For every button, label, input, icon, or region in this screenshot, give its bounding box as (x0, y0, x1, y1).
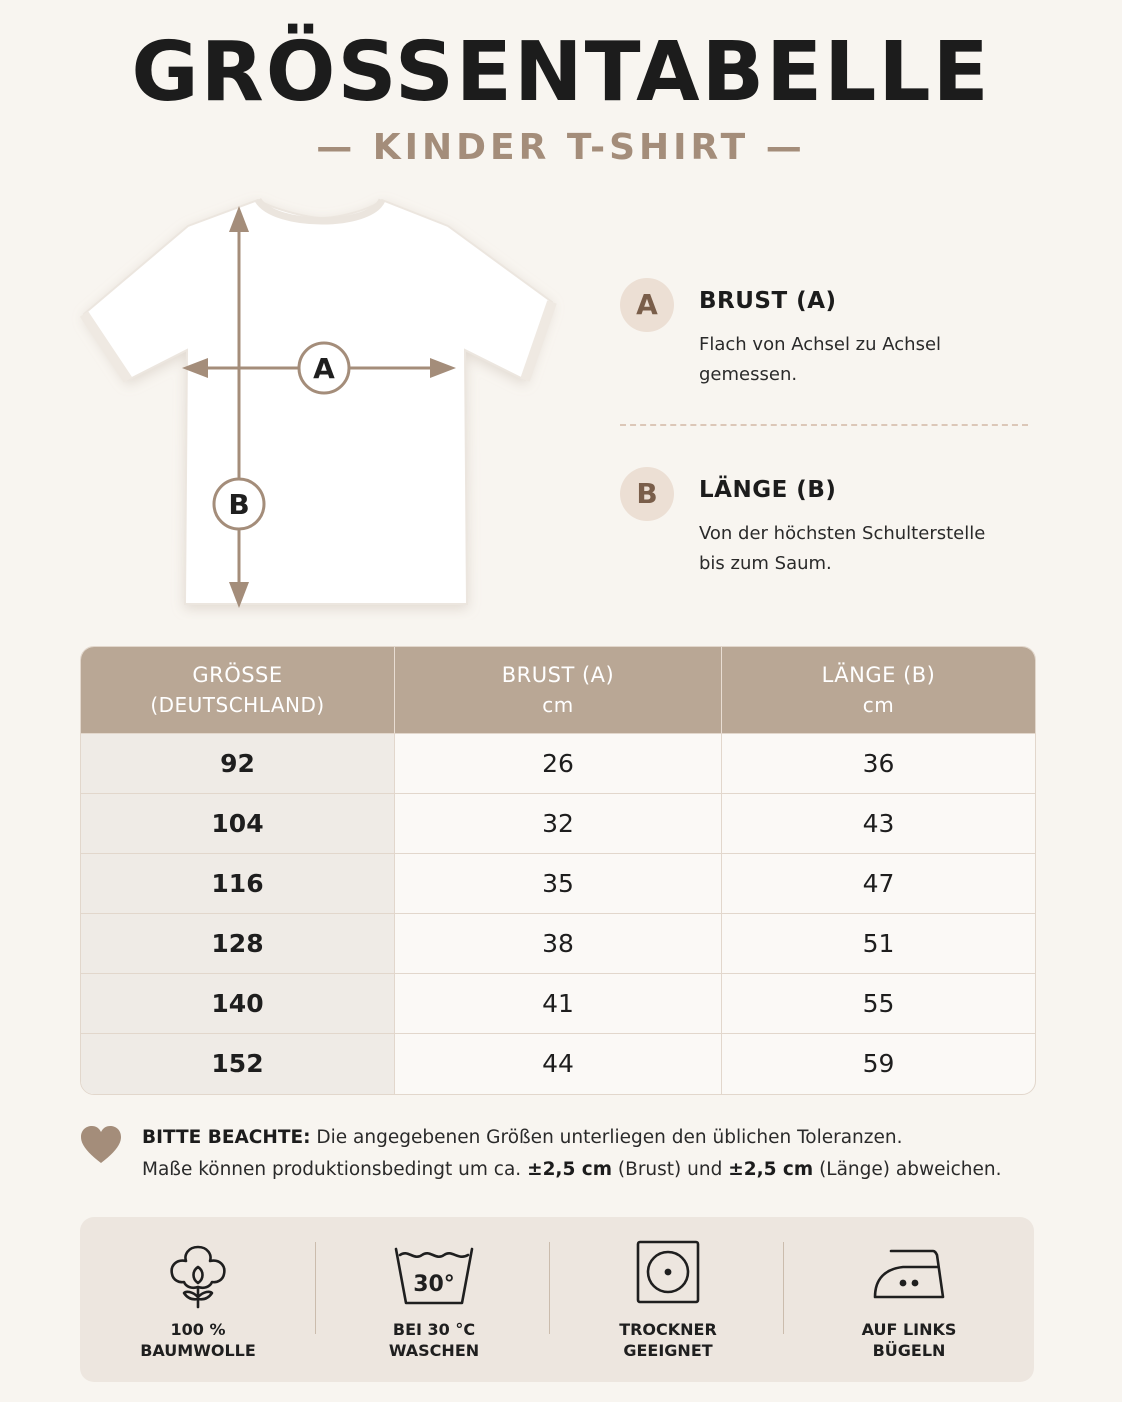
header-laenge (722, 647, 1035, 733)
care-label-line: BEI 30 °C (392, 1320, 476, 1339)
legend-brust-desc (699, 330, 1029, 390)
note-label: BITTE BEACHTE: (142, 1127, 311, 1148)
cell-laenge: 43 (862, 809, 895, 838)
care-iron-label (784, 1319, 1034, 1361)
size-table (80, 646, 1036, 1095)
care-label-line: GEEIGNET (623, 1341, 713, 1360)
cell-laenge: 36 (862, 749, 895, 778)
note-line-2 (142, 1159, 1002, 1180)
cell-brust: 44 (542, 1049, 574, 1078)
care-wash (316, 1217, 552, 1382)
dryer-icon (635, 1239, 701, 1305)
note-line-1 (142, 1127, 902, 1148)
wash-temp: 30° (413, 1272, 455, 1297)
care-panel (80, 1217, 1034, 1382)
tolerance-brust: ±2,5 cm (527, 1159, 613, 1180)
care-label-line: TROCKNER (619, 1320, 717, 1339)
care-cotton-label (80, 1319, 316, 1361)
cell-size: 104 (81, 794, 394, 854)
iron-icon (871, 1239, 947, 1305)
header-brust-unit: cm (542, 693, 574, 717)
header-groesse-line2: (DEUTSCHLAND) (150, 693, 325, 717)
cell-laenge: 47 (862, 869, 895, 898)
legend-divider (620, 424, 1028, 426)
marker-a: A (313, 352, 335, 385)
wash-30-icon (392, 1239, 476, 1309)
care-wash-label (316, 1319, 552, 1361)
tshirt-shape (84, 200, 552, 604)
table-header (81, 647, 1035, 733)
table-row (81, 1033, 1035, 1094)
care-cotton (80, 1217, 316, 1382)
header-brust-line1: BRUST (A) (501, 663, 615, 687)
cell-brust: 35 (542, 869, 574, 898)
heart-icon (80, 1125, 122, 1165)
cell-brust: 32 (542, 809, 574, 838)
marker-b: B (228, 488, 250, 521)
cotton-icon (162, 1239, 234, 1311)
legend-laenge (620, 467, 1040, 587)
legend-brust-desc-line: Flach von Achsel zu Achsel (699, 334, 942, 355)
table-row (81, 973, 1035, 1034)
page-subtitle: — KINDER T-SHIRT — (316, 127, 806, 168)
cell-size: 152 (81, 1034, 394, 1094)
care-iron (784, 1217, 1034, 1382)
legend-laenge-desc-line: Von der höchsten Schulterstelle (699, 523, 986, 544)
legend-brust-title: BRUST (A) (699, 288, 837, 314)
header-groesse (81, 647, 394, 733)
care-label-line: AUF LINKS (861, 1320, 957, 1339)
page-title: GRÖSSENTABELLE (131, 25, 991, 120)
care-label-line: WASCHEN (388, 1341, 480, 1360)
note-text: Maße können produktionsbedingt um ca. (142, 1159, 528, 1180)
cell-size: 128 (81, 914, 394, 974)
legend-laenge-desc (699, 519, 1029, 579)
cell-size: 92 (81, 734, 394, 794)
care-label-line: BAUMWOLLE (140, 1341, 256, 1360)
care-dryer (550, 1217, 786, 1382)
tshirt-diagram (70, 190, 570, 620)
cell-laenge: 59 (862, 1049, 895, 1078)
legend-laenge-desc-line: bis zum Saum. (699, 553, 832, 574)
note-text: (Brust) und (612, 1159, 729, 1180)
legend-brust-desc-line: gemessen. (699, 364, 798, 385)
table-row (81, 733, 1035, 794)
header-laenge-line1: LÄNGE (B) (821, 663, 936, 687)
header-brust (395, 647, 721, 733)
cell-size: 140 (81, 974, 394, 1034)
tolerance-laenge: ±2,5 cm (728, 1159, 814, 1180)
badge-a: A (620, 278, 674, 332)
table-row (81, 853, 1035, 914)
cell-brust: 26 (542, 749, 574, 778)
header-groesse-line1: GRÖSSE (192, 663, 283, 687)
legend-laenge-title: LÄNGE (B) (699, 477, 837, 503)
care-dryer-label (550, 1319, 786, 1361)
cell-brust: 38 (542, 929, 574, 958)
cell-brust: 41 (542, 989, 574, 1018)
note-text: Die angegebenen Größen unterliegen den üblichen Toleranzen. (310, 1127, 903, 1148)
cell-laenge: 51 (862, 929, 895, 958)
header-laenge-unit: cm (862, 693, 895, 717)
note-text: (Länge) abweichen. (813, 1159, 1002, 1180)
table-row (81, 793, 1035, 854)
care-label-line: BÜGELN (872, 1341, 946, 1360)
cell-laenge: 55 (862, 989, 895, 1018)
care-label-line: 100 % (170, 1320, 226, 1339)
table-row (81, 913, 1035, 974)
legend-brust (620, 278, 1040, 398)
cell-size: 116 (81, 854, 394, 914)
badge-b: B (620, 467, 674, 521)
